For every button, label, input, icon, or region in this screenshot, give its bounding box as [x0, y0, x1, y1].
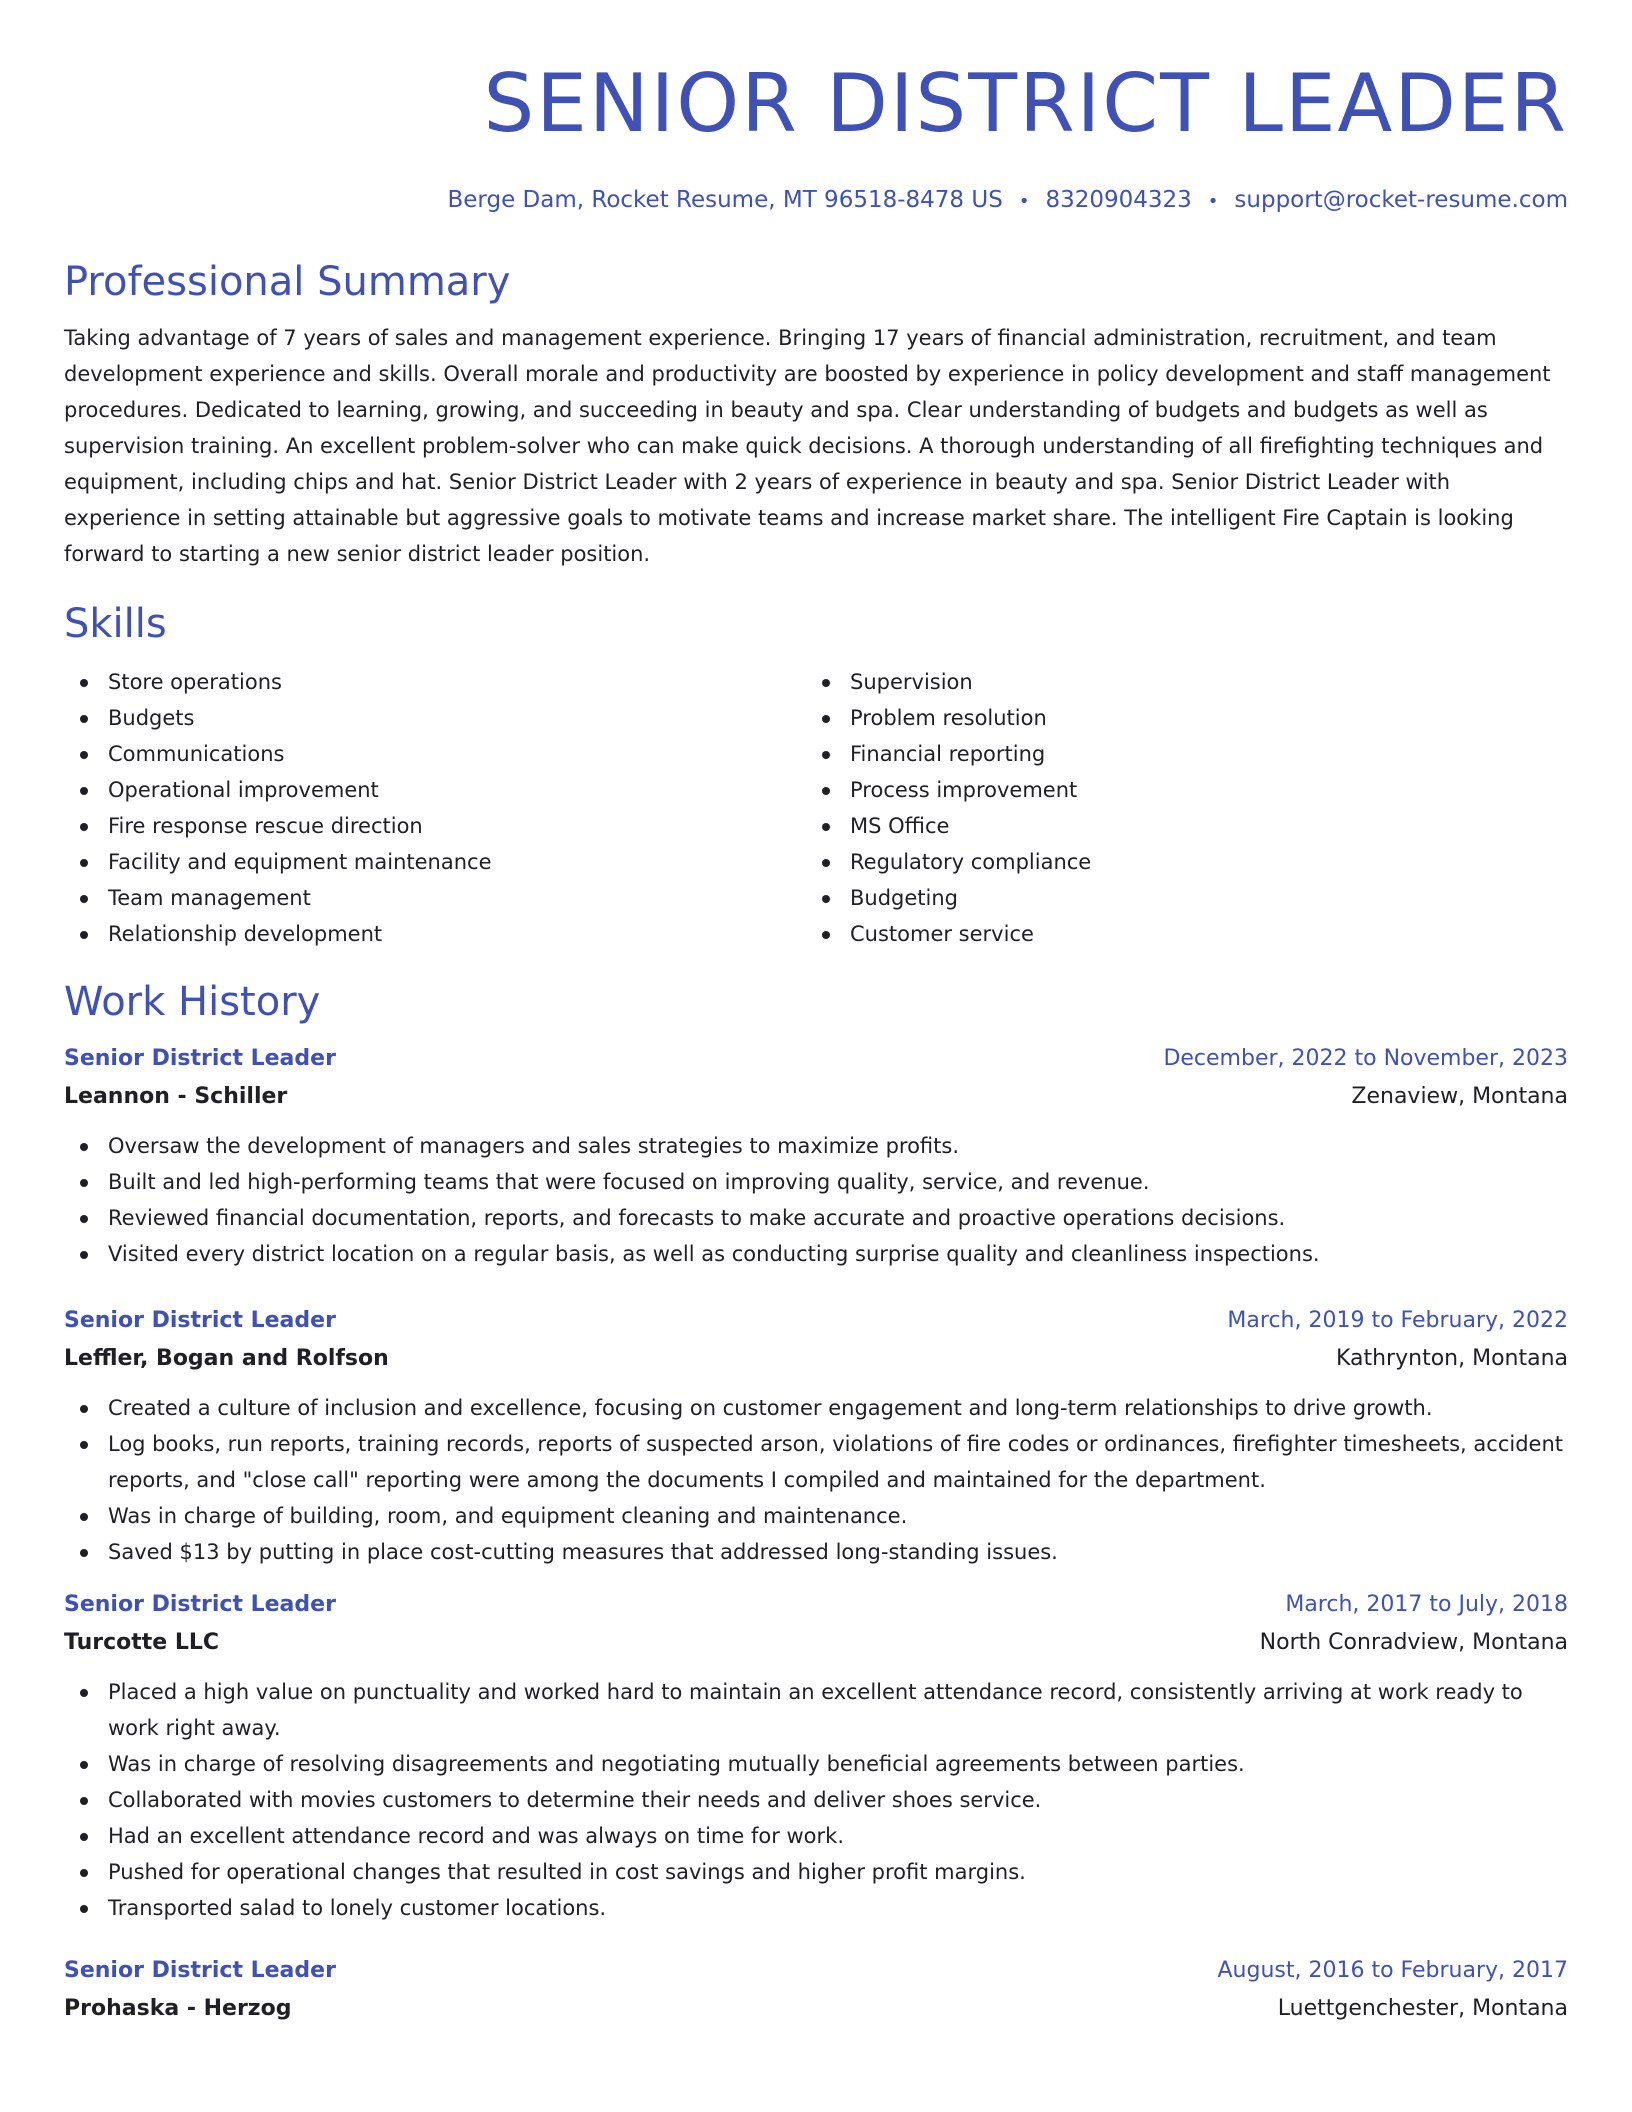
job-dates: December, 2022 to November, 2023: [1163, 1046, 1568, 1071]
job-bullet: Placed a high value on punctuality and worked hard to maintain an excellent attendance record, consistently arriving at work ready to work right away.: [64, 1674, 1568, 1746]
job-title: Senior District Leader: [64, 1958, 336, 1983]
skill-item: Customer service: [806, 916, 1548, 952]
contact-separator: •: [1018, 191, 1030, 212]
job-location: Luettgenchester, Montana: [1277, 1996, 1568, 2021]
job-bullet: Visited every district location on a regular basis, as well as conducting surprise quality and cleanliness inspections.: [64, 1236, 1568, 1272]
skill-item: Financial reporting: [806, 736, 1548, 772]
job-bullet: Oversaw the development of managers and sales strategies to maximize profits.: [64, 1128, 1568, 1164]
job-bullet: Pushed for operational changes that resulted in cost savings and higher profit margins.: [64, 1854, 1568, 1890]
job-location: Kathrynton, Montana: [1335, 1346, 1568, 1371]
skill-item: Supervision: [806, 664, 1548, 700]
job-header-row: [64, 1952, 1568, 1990]
summary-text: Taking advantage of 7 years of sales and management experience. Bringing 17 years of financial administration, recruitment, and team development experience and skills. Overall morale and productivity are boosted by experience in policy development and staff management procedures. Dedicated to learning, growing, and succeeding in beauty and spa. Clear understanding of budgets and budgets as well as supervision training. An excellent problem-solver who can make quick decisions. A thorough understanding of all firefighting techniques and equipment, including chips and hat. Senior District Leader with 2 years of experience in beauty and spa. Senior District Leader with experience in setting attainable but aggressive goals to motivate teams and increase market share. The intelligent Fire Captain is looking forward to starting a new senior district leader position.: [64, 326, 1551, 566]
job-dates: March, 2019 to February, 2022: [1227, 1308, 1568, 1333]
contact-separator: •: [1207, 191, 1219, 212]
skill-item: Budgets: [64, 700, 806, 736]
contact-phone: 8320904323: [1045, 187, 1192, 213]
job-title: Senior District Leader: [64, 1592, 336, 1617]
job-company-row: [64, 1624, 1568, 1662]
skill-item: MS Office: [806, 808, 1548, 844]
job-company: Leannon - Schiller: [64, 1084, 288, 1109]
job-company: Turcotte LLC: [64, 1630, 220, 1655]
job-header-row: [64, 1586, 1568, 1624]
skill-item: Communications: [64, 736, 806, 772]
job-bullets: [64, 1674, 1568, 1926]
skill-item: Process improvement: [806, 772, 1548, 808]
job-dates: March, 2017 to July, 2018: [1285, 1592, 1568, 1617]
job-bullet: Reviewed financial documentation, reports, and forecasts to make accurate and proactive operations decisions.: [64, 1200, 1568, 1236]
job-company: Prohaska - Herzog: [64, 1996, 292, 2021]
job-bullet: Log books, run reports, training records, reports of suspected arson, violations of fire codes or ordinances, firefighter timesheets, accident reports, and "close call" reporting were among the documents I compiled and maintained for the department.: [64, 1426, 1568, 1498]
skill-item: Facility and equipment maintenance: [64, 844, 806, 880]
job-title: Senior District Leader: [64, 1046, 336, 1071]
summary-heading: Professional Summary: [64, 259, 511, 305]
skills-column-left: [64, 664, 806, 952]
job-bullets: [64, 1128, 1568, 1272]
job-location: Zenaview, Montana: [1351, 1084, 1568, 1109]
job-entry: [64, 1952, 1568, 2028]
skills-column-right: [806, 664, 1548, 952]
skill-item: Budgeting: [806, 880, 1548, 916]
job-bullet: Saved $13 by putting in place cost-cutting measures that addressed long-standing issues.: [64, 1534, 1568, 1570]
job-bullet: Collaborated with movies customers to determine their needs and deliver shoes service.: [64, 1782, 1568, 1818]
job-location: North Conradview, Montana: [1259, 1630, 1568, 1655]
job-bullet: Created a culture of inclusion and excellence, focusing on customer engagement and long-term relationships to drive growth.: [64, 1390, 1568, 1426]
job-company-row: [64, 1990, 1568, 2028]
contact-address: Berge Dam, Rocket Resume, MT 96518-8478 US: [447, 187, 1003, 213]
job-bullets: [64, 1390, 1568, 1570]
job-entry: [64, 1040, 1568, 1272]
job-bullet: Had an excellent attendance record and was always on time for work.: [64, 1818, 1568, 1854]
skill-item: Store operations: [64, 664, 806, 700]
contact-line: [64, 184, 1568, 218]
skill-item: Regulatory compliance: [806, 844, 1548, 880]
contact-email[interactable]: support@rocket-resume.com: [1234, 187, 1568, 213]
resume-name: SENIOR DISTRICT LEADER: [483, 57, 1568, 150]
job-company-row: [64, 1078, 1568, 1116]
skill-item: Problem resolution: [806, 700, 1548, 736]
job-header-row: [64, 1302, 1568, 1340]
job-company: Leffler, Bogan and Rolfson: [64, 1346, 389, 1371]
job-company-row: [64, 1340, 1568, 1378]
job-bullet: Was in charge of building, room, and equipment cleaning and maintenance.: [64, 1498, 1568, 1534]
skill-item: Team management: [64, 880, 806, 916]
job-entry: [64, 1302, 1568, 1570]
work-history-heading: Work History: [64, 979, 321, 1025]
job-title: Senior District Leader: [64, 1308, 336, 1333]
skill-item: Operational improvement: [64, 772, 806, 808]
job-entry: [64, 1586, 1568, 1926]
skill-item: Relationship development: [64, 916, 806, 952]
job-header-row: [64, 1040, 1568, 1078]
job-bullet: Was in charge of resolving disagreements and negotiating mutually beneficial agreements between parties.: [64, 1746, 1568, 1782]
skill-item: Fire response rescue direction: [64, 808, 806, 844]
job-bullet: Transported salad to lonely customer locations.: [64, 1890, 1568, 1926]
skills-heading: Skills: [64, 601, 167, 647]
resume-page: [64, 0, 1568, 2028]
job-bullet: Built and led high-performing teams that were focused on improving quality, service, and revenue.: [64, 1164, 1568, 1200]
job-dates: August, 2016 to February, 2017: [1217, 1958, 1568, 1983]
skills-list: [64, 664, 1568, 952]
